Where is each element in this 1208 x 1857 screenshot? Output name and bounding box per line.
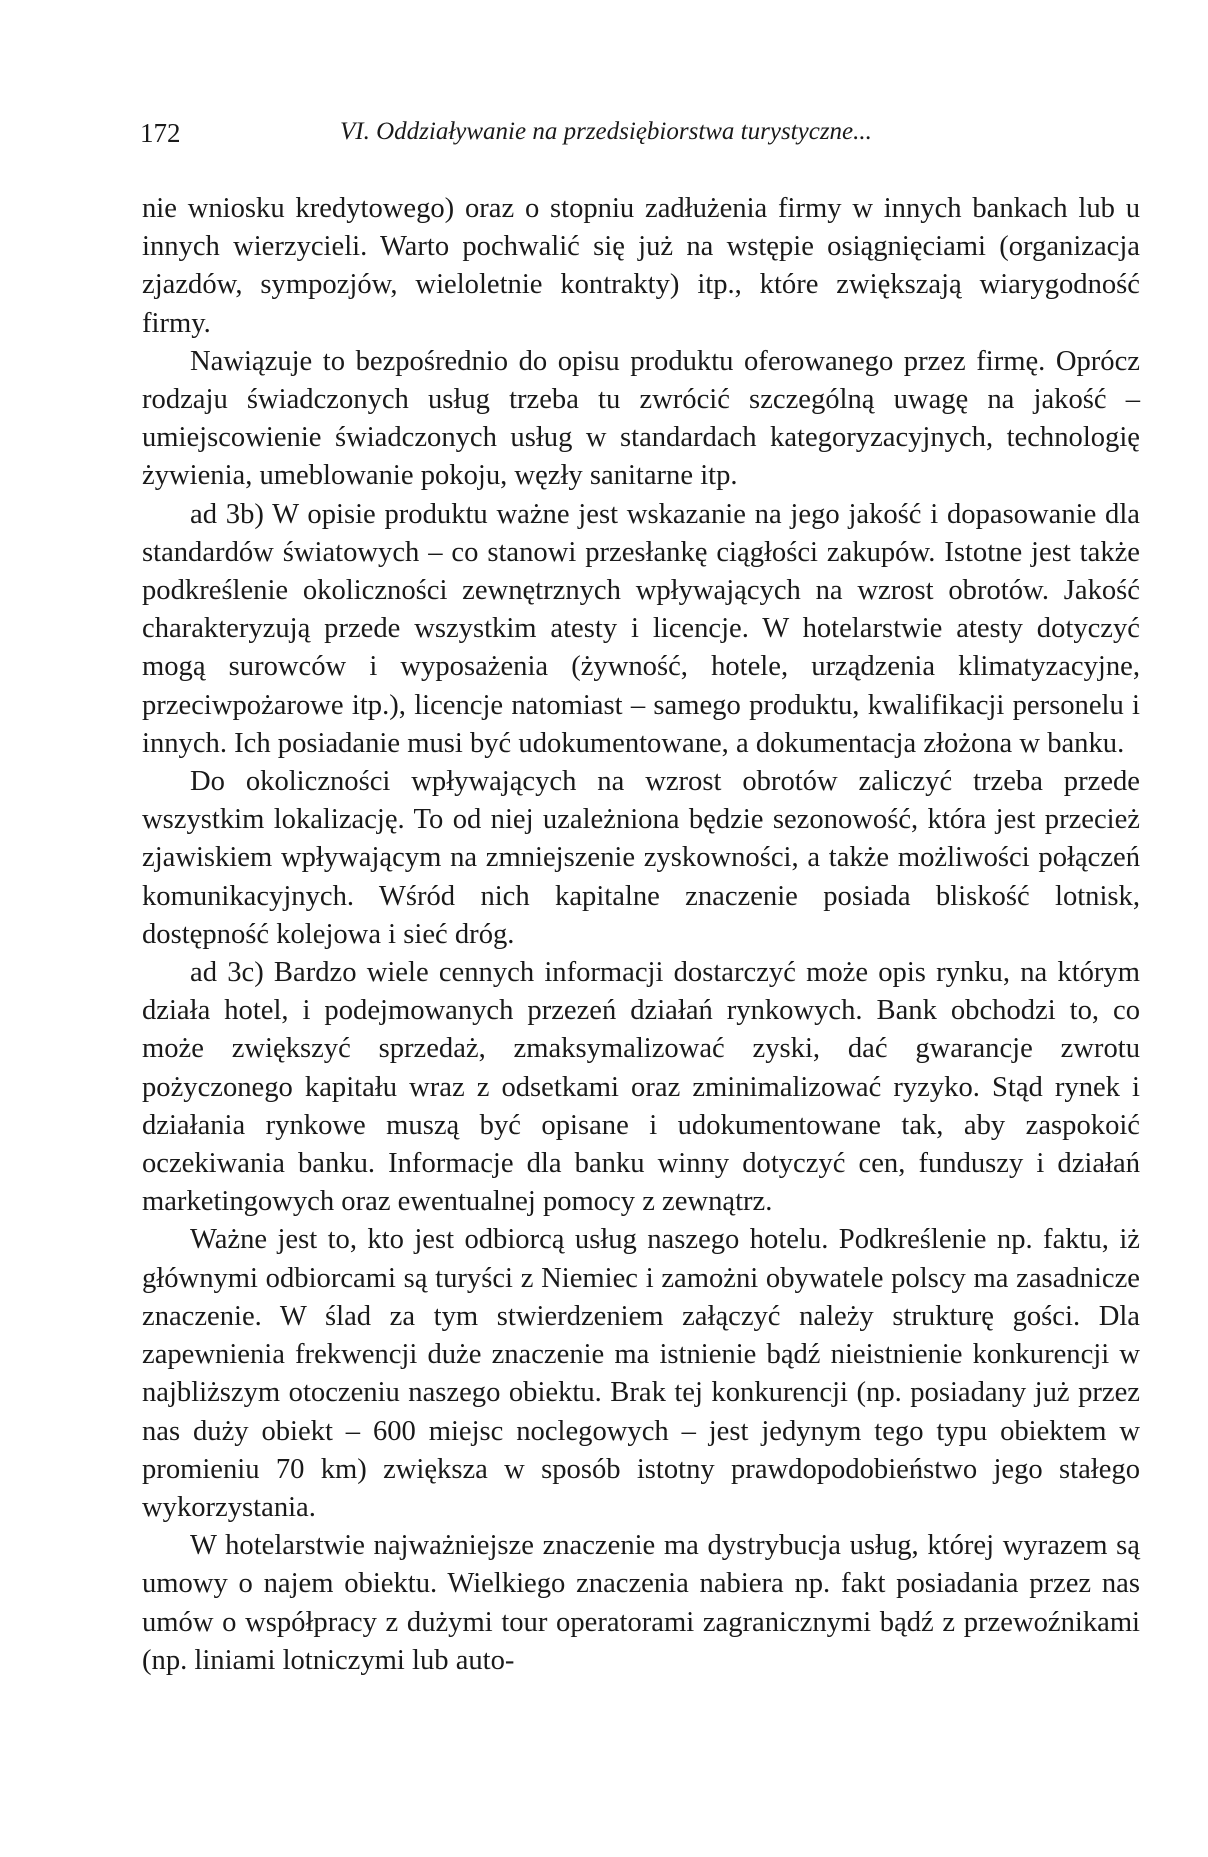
- running-title: VI. Oddziaływanie na przedsiębiorstwa turystyczne...: [340, 118, 872, 145]
- paragraph: W hotelarstwie najważniejsze znaczenie ma dystrybucja usług, której wyrazem są umowy o najem obiektu. Wielkiego znaczenia nabiera np. fakt posiadania przez nas umów o współpracy z dużymi tour operatorami zagranicznymi bądź z przewoźnikami (np. liniami lotniczymi lub auto-: [142, 1530, 1140, 1676]
- paragraph: ad 3c) Bardzo wiele cennych informacji dostarczyć może opis rynku, na którym działa hotel, i podejmowanych przezeń działań rynkowych. Bank obchodzi to, co może zwiększyć sprzedaż, zmaksymalizować zyski, dać gwarancje zwrotu pożyczonego kapitału wraz z odsetkami oraz zminimalizować ryzyko. Stąd rynek i działania rynkowe muszą być opisane i udokumentowane tak, aby zaspokoić oczekiwania banku. Informacje dla banku winny dotyczyć cen, funduszy i działań marketingowych oraz ewentualnej pomocy z zewnątrz.: [142, 957, 1140, 1218]
- paragraph: Do okoliczności wpływających na wzrost obrotów zaliczyć trzeba przede wszystkim lokalizację. To od niej uzależniona będzie sezonowość, która jest przecież zjawiskiem wpływającym na zmniejszenie zyskowności, a także możliwości połączeń komunikacyjnych. Wśród nich kapitalne znaczenie posiada bliskość lotnisk, dostępność kolejowa i sieć dróg.: [142, 766, 1140, 950]
- paragraph: ad 3b) W opisie produktu ważne jest wskazanie na jego jakość i dopasowanie dla standardów światowych – co stanowi przesłankę ciągłości zakupów. Istotne jest także podkreślenie okoliczności zewnętrznych wpływających na wzrost obrotów. Jakość charakteryzują przede wszystkim atesty i licencje. W hotelarstwie atesty dotyczyć mogą surowców i wyposażenia (żywność, hotele, urządzenia klimatyzacyjne, przeciwpożarowe itp.), licencje natomiast – samego produktu, kwalifikacji personelu i innych. Ich posiadanie musi być udokumentowane, a dokumentacja złożona w banku.: [142, 498, 1140, 759]
- page-number: 172: [140, 118, 181, 148]
- paragraph: nie wniosku kredytowego) oraz o stopniu zadłużenia firmy w innych bankach lub u innych wierzycieli. Warto pochwalić się już na wstępie osiągnięciami (organizacja zjazdów, sympozjów, wieloletnie kontrakty) itp., które zwiększają wiarygodność firmy.: [142, 193, 1140, 339]
- page-header: [140, 118, 1080, 158]
- body-text: [142, 190, 1140, 1680]
- paragraph: Nawiązuje to bezpośrednio do opisu produktu oferowanego przez firmę. Oprócz rodzaju świadczonych usług trzeba tu zwrócić szczególną uwagę na jakość – umiejscowienie świadczonych usług w standardach kategoryzacyjnych, technologię żywienia, umeblowanie pokoju, węzły sanitarne itp.: [142, 345, 1140, 492]
- paragraph: Ważne jest to, kto jest odbiorcą usług naszego hotelu. Podkreślenie np. faktu, iż głównymi odbiorcami są turyści z Niemiec i zamożni obywatele polscy ma zasadnicze znaczenie. W ślad za tym stwierdzeniem załączyć należy strukturę gości. Dla zapewnienia frekwencji duże znaczenie ma istnienie bądź nieistnienie konkurencji w najbliższym otoczeniu naszego obiektu. Brak tej konkurencji (np. posiadany już przez nas duży obiekt – 600 miejsc noclegowych – jest jedynym tego typu obiektem w promieniu 70 km) zwiększa w sposób istotny prawdopodobieństwo jego stałego wykorzystania.: [142, 1224, 1140, 1523]
